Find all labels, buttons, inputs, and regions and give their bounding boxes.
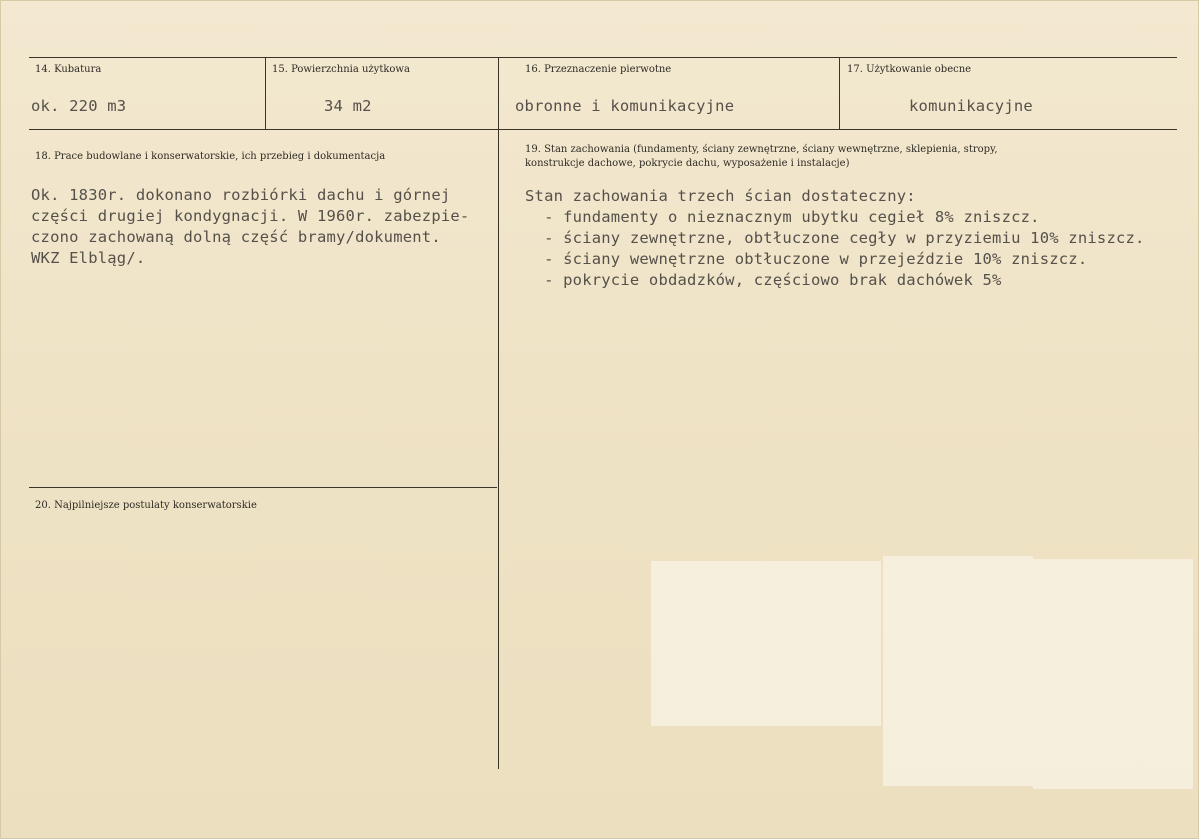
prace-line: czono zachowaną dolną część bramy/dokument. [31, 228, 441, 246]
prace-label: 18. Prace budowlane i konserwatorskie, ich przebieg i dokumentacja [35, 151, 386, 162]
faded-patch [651, 561, 881, 726]
row2-rule [29, 487, 497, 488]
stan-line: - ściany zewnętrzne, obtłuczone cegły w przyziemiu 10% zniszcz. [525, 229, 1145, 247]
przeznaczenie-label: 16. Przeznaczenie pierwotne [525, 64, 672, 75]
postulaty-label: 20. Najpilniejsze postulaty konserwatorskie [35, 500, 257, 511]
top-rule [29, 57, 1177, 58]
uzytkowanie-value: komunikacyjne [909, 97, 1033, 115]
col-rule-1 [265, 57, 266, 129]
stan-line: - ściany wewnętrzne obtłuczone w przejeździe 10% zniszcz. [525, 250, 1088, 268]
prace-line: części drugiej kondygnacji. W 1960r. zabezpie- [31, 207, 470, 225]
faded-patch [883, 556, 1033, 786]
kubatura-value: ok. 220 m3 [31, 97, 127, 115]
stan-label-1: 19. Stan zachowania (fundamenty, ściany zewnętrzne, ściany wewnętrzne, sklepienia, stropy, [525, 144, 998, 155]
uzytkowanie-label: 17. Użytkowanie obecne [847, 64, 972, 75]
przeznaczenie-value: obronne i komunikacyjne [515, 97, 735, 115]
powierzchnia-value: 34 m2 [324, 97, 372, 115]
prace-line: WKZ Elbląg/. [31, 249, 146, 267]
row1-rule [29, 129, 1177, 130]
powierzchnia-label: 15. Powierzchnia użytkowa [272, 64, 410, 75]
col-rule-2 [498, 57, 499, 769]
stan-line: - fundamenty o nieznacznym ubytku cegieł 8% zniszcz. [525, 208, 1040, 226]
stan-line: - pokrycie obdadzków, częściowo brak dachówek 5% [525, 271, 1002, 289]
col-rule-3 [839, 57, 840, 129]
faded-patch [1033, 559, 1193, 789]
kubatura-label: 14. Kubatura [35, 64, 102, 75]
prace-line: Ok. 1830r. dokonano rozbiórki dachu i górnej [31, 186, 451, 204]
stan-line: Stan zachowania trzech ścian dostateczny: [525, 187, 916, 205]
stan-label-2: konstrukcje dachowe, pokrycie dachu, wyposażenie i instalacje) [525, 158, 850, 169]
